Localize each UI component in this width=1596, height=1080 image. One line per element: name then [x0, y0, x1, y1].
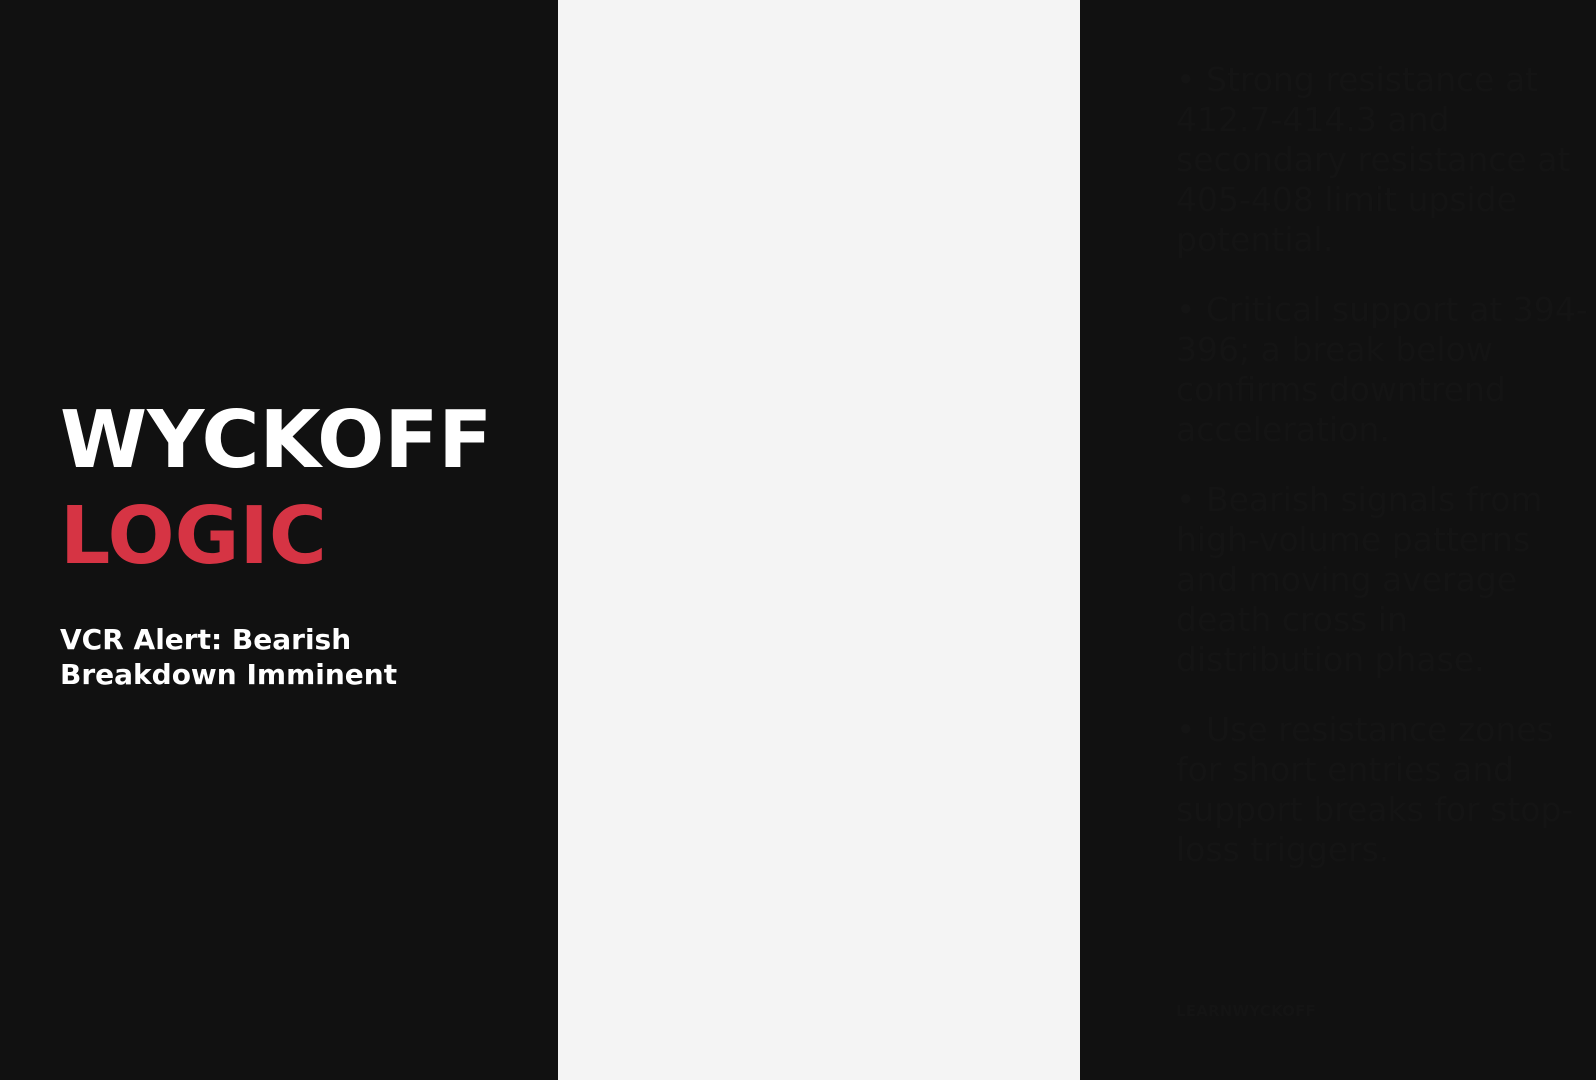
bullet-text: Bearish signals from high-volume patterns and moving average death cross in distribution phase.	[1176, 480, 1543, 679]
footer-brand: LEARNWYCKOFF	[1176, 1002, 1316, 1020]
bullet-marker: •	[1176, 290, 1196, 329]
title-line-wyckoff: WYCKOFF	[60, 394, 493, 486]
right-panel	[558, 0, 1588, 1080]
bullet-marker: •	[1176, 480, 1196, 519]
bullet-marker: •	[1176, 710, 1196, 749]
bullet-item-signals	[1176, 480, 1596, 680]
bullet-text: Strong resistance at 412.7-414.3 and secondary resistance at 405-408 limit upside potential.	[1176, 60, 1571, 259]
bullet-marker: •	[1176, 60, 1196, 99]
bullet-list	[1176, 60, 1596, 900]
brand-title	[60, 392, 492, 584]
left-panel	[0, 0, 558, 1080]
bullet-text: Critical support at 394-396; a break below confirms downtrend acceleration.	[1176, 290, 1588, 449]
title-line-logic: LOGIC	[60, 490, 327, 582]
subtitle: VCR Alert: Bearish Breakdown Imminent	[60, 623, 398, 691]
bullet-text: Use resistance zones for short entries and support breaks for stop-loss triggers.	[1176, 710, 1574, 869]
bullet-item-strategy	[1176, 710, 1596, 870]
bullet-item-resistance	[1176, 60, 1596, 260]
bullet-item-support	[1176, 290, 1596, 450]
